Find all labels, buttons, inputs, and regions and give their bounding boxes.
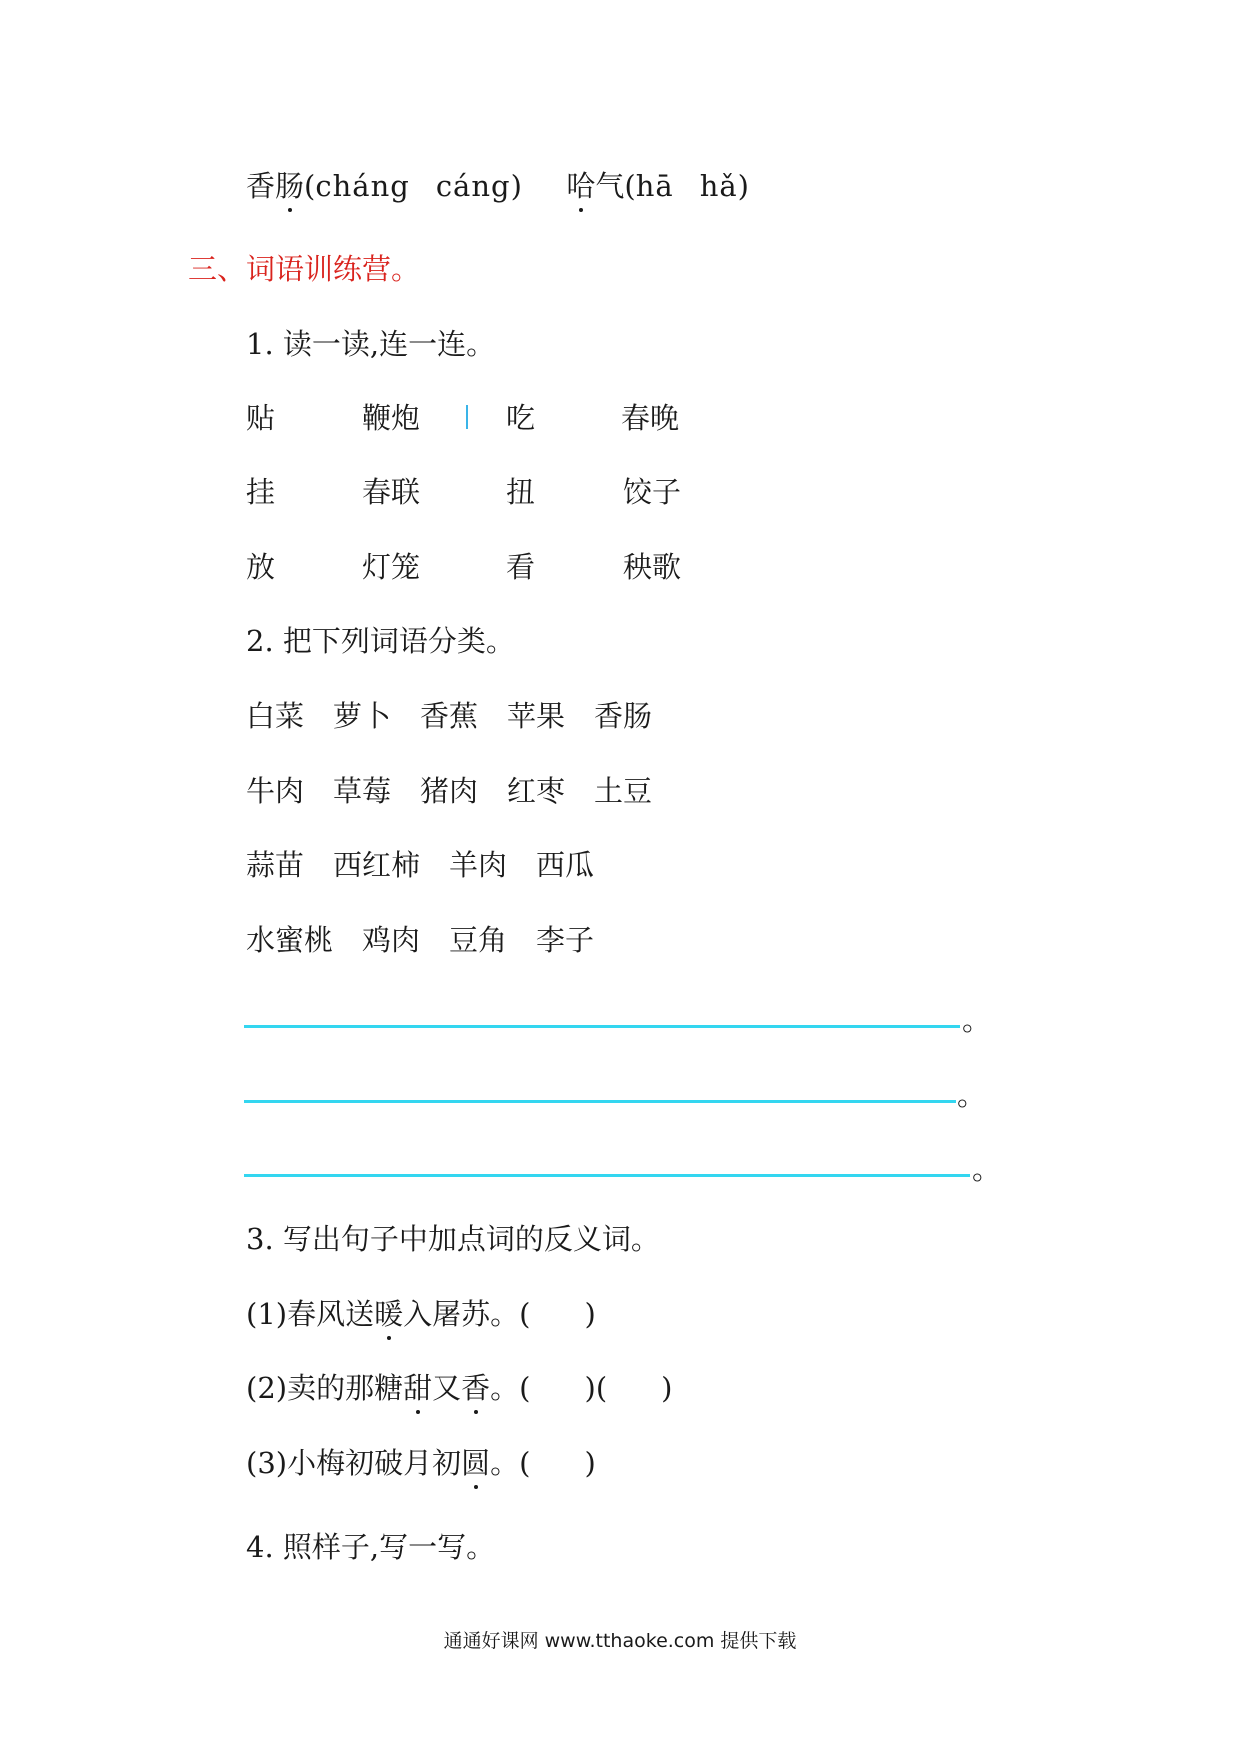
paren-close: ) [584,1446,596,1480]
classify-word: 萝卜 [333,699,392,733]
paren-open: ( [304,169,316,203]
footer-credit: 通通好课网 www.tthaoke.com 提供下载 [443,1630,797,1652]
text-cursor [466,405,468,429]
paren-open: ( [519,1297,531,1331]
match-word[interactable]: 春晚 [621,401,680,435]
paren-close: ) [584,1371,596,1405]
classify-word: 西瓜 [536,848,595,882]
classify-word: 红枣 [507,774,566,808]
match-word[interactable]: 扭 [506,475,536,509]
classify-word: 鸡肉 [362,923,421,957]
pinyin-option[interactable]: hǎ [699,169,738,203]
sentence-text: 。 [490,1446,520,1480]
sentence-2 [246,1368,672,1408]
classify-word: 李子 [536,923,595,957]
dotted-char: 甜 [403,1368,432,1408]
section-heading: 三、词语训练营。 [188,252,421,286]
dotted-char: 圆 [461,1443,490,1483]
classify-word: 羊肉 [449,848,508,882]
word-char: 气 [595,169,625,203]
pinyin-option[interactable]: cáng [435,169,511,203]
classify-word: 香肠 [594,699,653,733]
answer-line[interactable] [244,1174,970,1177]
answer-period: 。 [957,1078,987,1112]
sentence-text: 又 [432,1371,462,1405]
match-word[interactable]: 看 [506,550,536,584]
paren-open: ( [595,1371,608,1405]
classify-word: 香蕉 [420,699,479,733]
match-word[interactable]: 吃 [506,401,536,435]
match-word[interactable]: 挂 [246,475,276,509]
question-3-title: 3. 写出句子中加点词的反义词。 [246,1222,660,1256]
match-word[interactable]: 春联 [362,475,421,509]
pinyin-option[interactable]: cháng [315,169,410,203]
dotted-char: 肠 [275,166,304,206]
question-2-title: 2. 把下列词语分类。 [246,624,515,658]
match-word[interactable]: 放 [246,550,276,584]
match-word[interactable]: 灯笼 [362,550,421,584]
classify-word: 苹果 [507,699,566,733]
classify-word: 蒜苗 [246,848,305,882]
classify-word: 土豆 [594,774,653,808]
classify-word: 西红柿 [333,848,421,882]
match-word[interactable]: 鞭炮 [362,401,421,435]
sentence-text: (1)春风送 [246,1297,375,1331]
classify-word: 水蜜桃 [246,923,334,957]
dotted-char: 香 [461,1368,490,1408]
dotted-char: 暖 [374,1294,403,1334]
paren-close: ) [661,1371,673,1405]
paren-close: ) [737,169,749,203]
paren-close: ) [510,169,522,203]
paren-open: ( [519,1371,531,1405]
classify-word: 牛肉 [246,774,305,808]
paren-open: ( [519,1446,531,1480]
sentence-text: (3)小梅初破月初 [246,1446,462,1480]
sentence-text: 入屠苏。 [403,1297,520,1331]
answer-period: 。 [972,1152,1002,1186]
match-word[interactable]: 秧歌 [623,550,682,584]
classify-word: 白菜 [246,699,305,733]
match-word[interactable]: 贴 [246,401,276,435]
match-word[interactable]: 饺子 [623,475,682,509]
sentence-text: 。 [490,1371,520,1405]
sentence-text: (2)卖的那糖 [246,1371,404,1405]
word-char: 香 [246,169,276,203]
answer-line[interactable] [244,1025,960,1028]
paren-close: ) [584,1297,596,1331]
question-4-title: 4. 照样子,写一写。 [246,1530,496,1564]
classify-word: 豆角 [449,923,508,957]
paren-open: ( [624,169,636,203]
question-1-title: 1. 读一读,连一连。 [246,327,496,361]
pinyin-choice-line [246,166,749,206]
answer-period: 。 [962,1003,992,1037]
classify-word: 草莓 [333,774,392,808]
sentence-1 [246,1294,596,1334]
dotted-char: 哈 [566,166,595,206]
sentence-3 [246,1443,596,1483]
classify-word: 猪肉 [420,774,479,808]
answer-line[interactable] [244,1100,956,1103]
pinyin-option[interactable]: hā [635,169,674,203]
